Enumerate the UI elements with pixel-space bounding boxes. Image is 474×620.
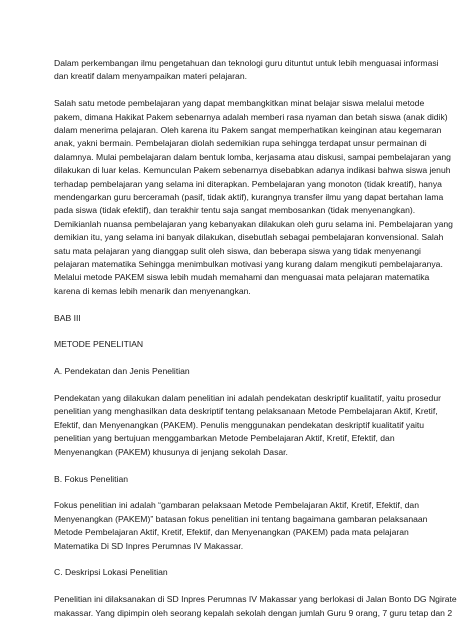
text-line: A. Pendekatan dan Jenis Penelitian bbox=[54, 366, 190, 377]
chapter-heading bbox=[54, 312, 444, 325]
section-heading-c bbox=[54, 566, 444, 579]
text-line: dalamnya. Mulai pembelajaran dalam bentuk lomba, kerjasama atau diskusi, sampai pembelajaran yang bbox=[54, 151, 451, 162]
section-heading-a bbox=[54, 365, 444, 378]
paragraph-intro bbox=[54, 57, 444, 84]
text-line: pelajaran matematika Sehingga menimbulkan motivasi yang kurang dalam mengikuti pembelajaranya. bbox=[54, 259, 443, 270]
text-line: demikian itu, yang selama ini banyak dilakukan, disebutlah sebagai pembelajaran konvensional. Salah bbox=[54, 232, 444, 243]
text-line: dalam menerima pelajaran. Oleh karena itu Pakem sangat memperhatikan keinginan atau kegemaran bbox=[54, 125, 442, 136]
text-line: dan kreatif dalam menyampaikan materi pelajaran. bbox=[54, 71, 247, 82]
paragraph-lokasi bbox=[54, 593, 457, 620]
text-line: makassar. Yang dipimpin oleh seorang kepalah sekolah dengan jumlah Guru 9 orang, 7 guru tetap dan 2 bbox=[54, 607, 453, 618]
text-line: terhadap pembelajaran yang selama ini diterapkan. Pembelajaran yang monoton (tidak kreatif), hanya bbox=[54, 178, 442, 189]
chapter-title bbox=[54, 338, 444, 351]
text-line: mendengarkan guru berceramah (pasif, tidak aktif), kurangnya transfer ilmu yang dapat bertahan lama bbox=[54, 192, 444, 203]
text-line: Dalam perkembangan ilmu pengetahuan dan teknologi guru dituntut untuk lebih menguasai informasi bbox=[54, 58, 439, 68]
text-line: Matematika Di SD Inpres Perumnas IV Makassar. bbox=[54, 540, 244, 551]
text-line: Demikianlah nuansa pembelajaran yang kebanyakan dilakukan oleh guru selama ini. Pembelajaran yang bbox=[54, 218, 453, 229]
text-line: Fokus penelitian ini adalah “gambaran pelaksaan Metode Pembelajaran Aktif, Kretif, Efektif, dan bbox=[54, 500, 419, 511]
text-line: BAB III bbox=[54, 312, 81, 323]
text-line: dilakukan di luar kelas. Kemunculan Pakem sebenarnya disebabkan adanya indikasi bahwa siswa jenuh bbox=[54, 165, 451, 176]
text-line: Salah satu metode pembelajaran yang dapat membangkitkan minat belajar siswa melalui metode bbox=[54, 98, 425, 109]
text-line: anak, yakni bermain. Pembelajaran diolah sedemikian rupa sehingga terdapat unsur permainan di bbox=[54, 138, 427, 149]
text-line: Metode Pembelajaran Aktif, Kretif, Efektif, dan Menyenangkan (PAKEM) pada mata pelajaran bbox=[54, 527, 409, 538]
paragraph-fokus bbox=[54, 499, 444, 553]
text-line: Melalui metode PAKEM siswa lebih mudah memahami dan menguasai mata pelajaran matematika bbox=[54, 272, 430, 283]
text-line: Pendekatan yang dilakukan dalam penelitian ini adalah pendekatan deskriptif kualitatif, yaitu prosedur bbox=[54, 393, 441, 404]
text-line: pakem, dimana Hakikat Pakem sebenarnya adalah memberi rasa nyaman dan betah siswa (anak didik) bbox=[54, 111, 448, 122]
text-line: karena di kemas lebih menarik dan menyenangkan. bbox=[54, 285, 251, 296]
text-line: satu mata pelajaran yang dianggap sulit oleh siswa, dan beberapa siswa yang tidak menyenangi bbox=[54, 245, 421, 256]
text-line: B. Fokus Penelitian bbox=[54, 473, 129, 484]
paragraph-pakem bbox=[54, 97, 453, 298]
text-line: Efektif, dan Menyenangkan (PAKEM). Penulis menggunakan pendekatan deskriptif kualitatif yaitu bbox=[54, 419, 425, 430]
text-line: penelitian yang bertujuan menggambarkan Metode Pembelajaran Aktif, Kretif, Efektif, dan bbox=[54, 433, 395, 444]
text-line: Menyenangkan (PAKEM)” batasan fokus penelitian ini tentang bagaimana gambaran pelaksanaan bbox=[54, 513, 428, 524]
text-line: METODE PENELITIAN bbox=[54, 339, 144, 350]
section-heading-b bbox=[54, 473, 444, 486]
text-line: C. Deskripsi Lokasi Penelitian bbox=[54, 567, 168, 578]
paragraph-pendekatan bbox=[54, 392, 444, 459]
text-line: pada siswa (tidak efektif), dan terakhir tentu saja sangat membosankan (tidak menyenangkan). bbox=[54, 205, 416, 216]
text-line: Menyenangkan (PAKEM) khusunya di jenjang sekolah Dasar. bbox=[54, 446, 288, 457]
text-line: Penelitian ini dilaksanakan di SD Inpres Perumnas IV Makassar yang berlokasi di Jalan Bonto DG Ngirate bbox=[54, 594, 457, 605]
text-line: penelitian yang menghasilkan data deskriptif tentang pelaksanaan Metode Pembelajaran Aktif, Kretif, bbox=[54, 406, 438, 417]
